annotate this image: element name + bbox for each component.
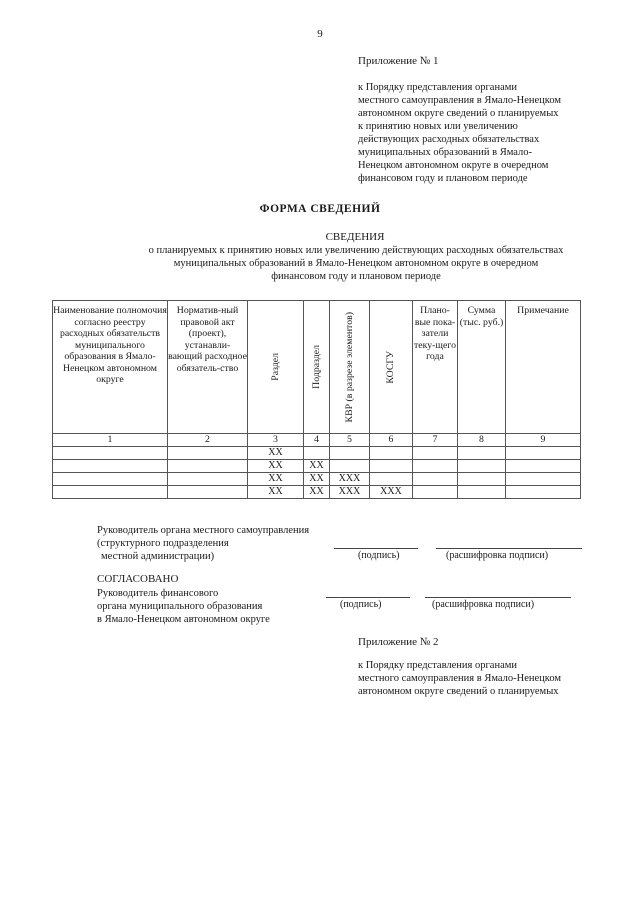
appendix1-line: местного самоуправления в Ямало-Ненецком: [358, 95, 562, 106]
header-kvr-label: КВР (в разрезе элементов): [343, 312, 355, 423]
signature1-sign-label: (подпись): [358, 550, 400, 561]
column-number: 5: [330, 434, 370, 447]
table-cell: [330, 460, 370, 473]
column-number: 7: [413, 434, 458, 447]
table-cell: XX: [248, 473, 304, 486]
signature1-line: (структурного подразделения: [97, 538, 229, 549]
table-column-number-row: [53, 434, 581, 447]
header-cell-authority: Наименование полномочия согласно реестру расходных обязательств муниципального образования в Ямало-Ненецком автономном округе: [53, 301, 168, 434]
appendix2-line: местного самоуправления в Ямало-Ненецком: [358, 673, 562, 684]
column-number: 6: [370, 434, 413, 447]
signature2-line: Руководитель финансового: [97, 588, 219, 599]
page-number: 9: [317, 28, 323, 40]
table-cell: XX: [304, 486, 330, 499]
appendix1-line: к принятию новых или увеличению: [358, 121, 518, 132]
svedeniya-title: СВЕДЕНИЯ: [325, 231, 385, 243]
table-cell: XX: [304, 460, 330, 473]
signature1-line-decode: [436, 548, 582, 549]
table-cell: [506, 460, 581, 473]
table-cell: XXX: [330, 473, 370, 486]
svedeniya-line: финансовом году и плановом периоде: [271, 271, 441, 282]
signature1-line: местной администрации): [101, 551, 215, 562]
column-number: 3: [248, 434, 304, 447]
column-number: 8: [458, 434, 506, 447]
header-cell-note: Примечание: [506, 301, 581, 434]
table-cell: [506, 473, 581, 486]
table-cell: [370, 473, 413, 486]
table-cell: [53, 460, 168, 473]
signature1-line-sign: [334, 548, 418, 549]
signature1-line: Руководитель органа местного самоуправления: [97, 525, 310, 536]
table-cell: [458, 486, 506, 499]
signature2-line-sign: [326, 597, 410, 598]
svedeniya-line: о планируемых к принятию новых или увеличению действующих расходных обязательствах: [148, 245, 564, 256]
column-number: 1: [53, 434, 168, 447]
table-cell: [168, 447, 248, 460]
header-cell-sum: Сумма (тыс. руб.): [458, 301, 506, 434]
table-cell: [370, 447, 413, 460]
table-cell: [506, 447, 581, 460]
table-cell: XXX: [330, 486, 370, 499]
column-number: 9: [506, 434, 581, 447]
table-row: [53, 473, 581, 486]
signature2-line: органа муниципального образования: [97, 601, 263, 612]
table-cell: XX: [304, 473, 330, 486]
table-cell: [53, 447, 168, 460]
table-cell: [168, 460, 248, 473]
table-header-row: [53, 301, 581, 434]
appendix2-line: к Порядку представления органами: [358, 660, 518, 671]
svedeniya-text: [96, 244, 616, 283]
table-cell: [413, 486, 458, 499]
appendix1-line: действующих расходных обязательствах: [358, 134, 540, 145]
appendix1-line: автономном округе сведений о планируемых: [358, 108, 559, 119]
appendix1-line: Ненецком автономном округе в очередном: [358, 160, 549, 171]
expenditure-table: [52, 300, 581, 499]
form-title: ФОРМА СВЕДЕНИЙ: [259, 203, 381, 215]
table-cell: XX: [248, 486, 304, 499]
appendix1-line: финансовом году и плановом периоде: [358, 173, 528, 184]
signature1-decode-label: (расшифровка подписи): [446, 550, 549, 561]
appendix2-line: автономном округе сведений о планируемых: [358, 686, 559, 697]
header-cell-planned: Плано-вые пока-затели теку-щего года: [413, 301, 458, 434]
table-row: [53, 460, 581, 473]
table-cell: [413, 460, 458, 473]
signature2-sign-label: (подпись): [340, 599, 382, 610]
appendix1-text: [358, 81, 608, 185]
table-cell: [168, 486, 248, 499]
table-row: [53, 447, 581, 460]
appendix2-title: Приложение № 2: [358, 636, 439, 648]
appendix1-line: к Порядку представления органами: [358, 82, 518, 93]
signature2-text: [97, 587, 270, 626]
table-cell: [330, 447, 370, 460]
table-row: [53, 486, 581, 499]
table-cell: XX: [248, 460, 304, 473]
header-cell-section: [248, 301, 304, 434]
table-cell: [168, 473, 248, 486]
header-kosgu-label: КОСГУ: [385, 350, 397, 384]
table-cell: [458, 447, 506, 460]
table-cell: XX: [248, 447, 304, 460]
table-cell: [413, 447, 458, 460]
signature2-line: в Ямало-Ненецком автономном округе: [97, 614, 270, 625]
table-cell: [53, 486, 168, 499]
header-cell-kosgu: [370, 301, 413, 434]
svedeniya-line: муниципальных образований в Ямало-Ненецком автономном округе в очередном: [173, 258, 539, 269]
table-cell: [413, 473, 458, 486]
column-number: 4: [304, 434, 330, 447]
header-cell-kvr: [330, 301, 370, 434]
appendix1-line: муниципальных образований в Ямало-: [358, 147, 533, 158]
signature1-text: [97, 524, 309, 563]
table-cell: [506, 486, 581, 499]
signature2-decode-label: (расшифровка подписи): [432, 599, 535, 610]
signature2-line-decode: [425, 597, 571, 598]
header-cell-legal-act: Норматив-ный правовой акт (проект), устанавли-вающий расходное обязатель-ство: [168, 301, 248, 434]
header-subsection-label: Подраздел: [310, 345, 322, 390]
table-cell: [370, 460, 413, 473]
header-section-label: Раздел: [269, 353, 281, 382]
appendix2-text: [358, 659, 608, 698]
table-cell: [53, 473, 168, 486]
column-number: 2: [168, 434, 248, 447]
table-cell: XXX: [370, 486, 413, 499]
agreed-label: СОГЛАСОВАНО: [97, 573, 179, 585]
appendix1-title: Приложение № 1: [358, 55, 439, 67]
header-cell-subsection: [304, 301, 330, 434]
table-cell: [304, 447, 330, 460]
table-cell: [458, 460, 506, 473]
table-cell: [458, 473, 506, 486]
